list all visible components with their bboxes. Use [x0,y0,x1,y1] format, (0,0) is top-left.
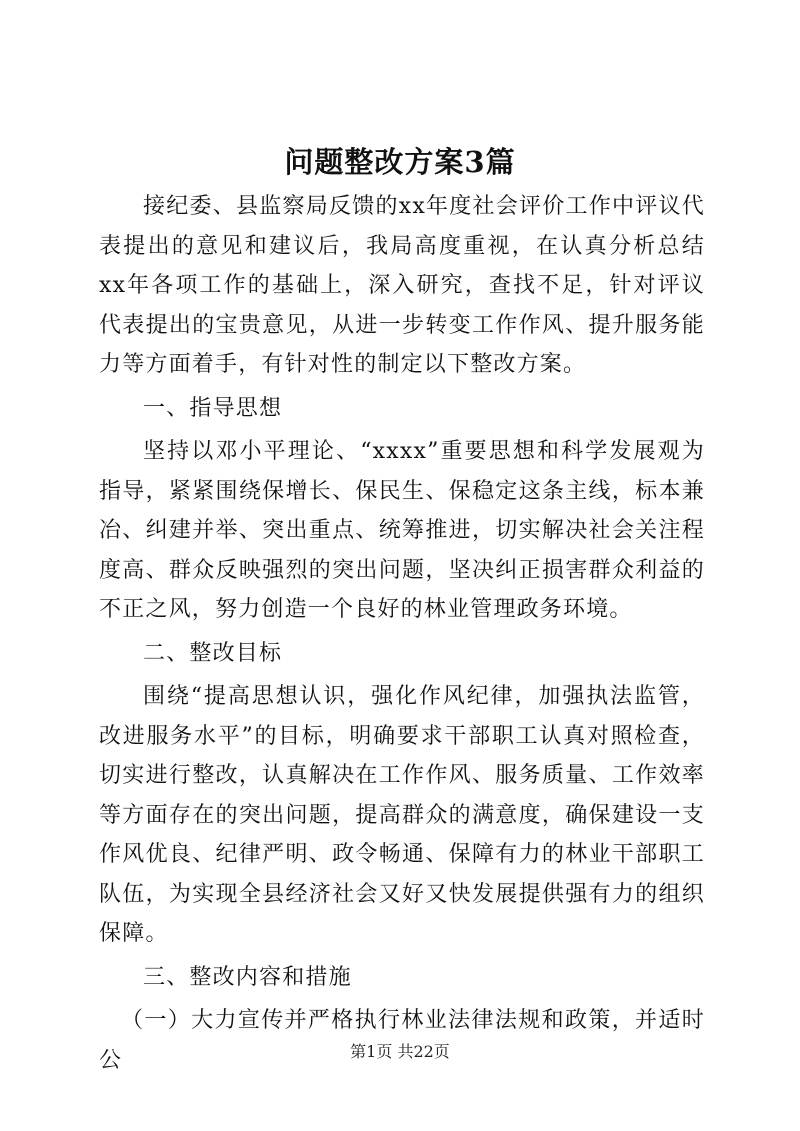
section-heading-rectification-goals: 二、整改目标 [143,640,283,666]
measure-item-1-paragraph: （一）大力宣传并严格执行林业法律法规和政策，并适时公 [99,1008,705,1073]
page-number-footer: 第1页 共22页 [350,1042,450,1061]
document-body [99,187,705,1080]
document-title: 问题整改方案3篇 [284,145,516,179]
section-heading-content-and-measures: 三、整改内容和措施 [143,964,352,990]
section-heading-guiding-ideology: 一、指导思想 [143,395,283,421]
guiding-ideology-paragraph: 坚持以邓小平理论、“xxxx”重要思想和科学发展观为指导，紧紧围绕保增长、保民生、保稳定这条主线，标本兼冶、纠建并举、突出重点、统筹推进，切实解决社会关注程度高、群众反映强烈的突出问题，坚决纠正损害群众利益的不正之风，努力创造一个良好的林业管理政务环境。 [99,439,705,622]
intro-paragraph: 接纪委、县监察局反馈的xx年度社会评价工作中评议代表提出的意见和建议后，我局高度重视，在认真分析总结xx年各项工作的基础上，深入研究，查找不足，针对评议代表提出的宝贵意见，从进一步转变工作作风、提升服务能力等方面着手，有针对性的制定以下整改方案。 [99,194,705,377]
rectification-goals-paragraph: 围绕“提高思想认识，强化作风纪律，加强执法监管，改进服务水平”的目标，明确要求干部职工认真对照检查，切实进行整改，认真解决在工作作风、服务质量、工作效率等方面存在的突出问题，提高群众的满意度，确保建设一支作风优良、纪律严明、政令畅通、保障有力的林业干部职工队伍，为实现全县经济社会又好又快发展提供强有力的组织保障。 [99,684,705,946]
